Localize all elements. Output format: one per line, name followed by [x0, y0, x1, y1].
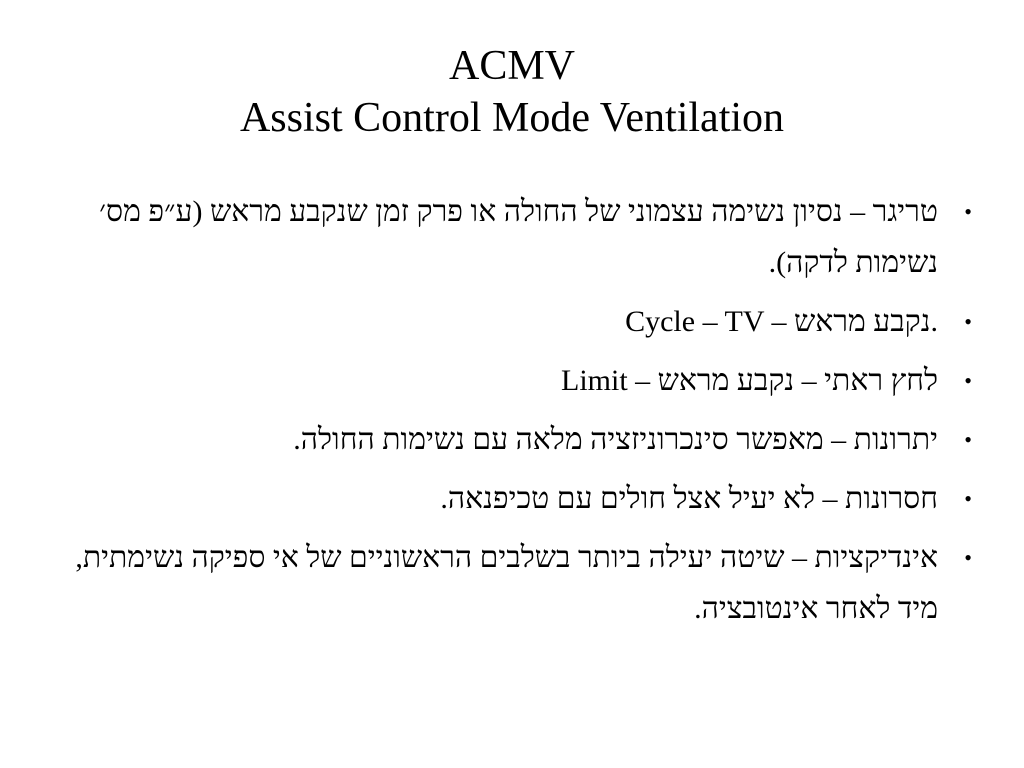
bullet-icon: •: [964, 427, 972, 452]
bullet-icon: •: [964, 545, 972, 570]
bullet-item-indications: [48, 532, 972, 634]
bullet-text: טריגר – נסיון נשימה עצמוני של החולה או פרק זמן שנקבע מראש (ע״פ מס׳ נשימות לדקה).: [99, 195, 938, 279]
bullet-list: [48, 186, 972, 642]
bullet-item-disadvantages: [48, 473, 972, 524]
bullet-icon: •: [964, 199, 972, 224]
bullet-icon: •: [964, 368, 972, 393]
slide-title: [0, 40, 1024, 144]
bullet-icon: •: [964, 486, 972, 511]
bullet-item-limit: [48, 355, 972, 406]
bullet-text: יתרונות – מאפשר סינכרוניזציה מלאה עם נשימות החולה.: [293, 423, 938, 456]
bullet-text: אינדיקציות – שיטה יעילה ביותר בשלבים הראשוניים של אי ספיקה נשימתית, מיד לאחר אינטובציה.: [75, 541, 938, 625]
bullet-item-trigger: [48, 186, 972, 288]
bullet-text: Cycle – TV – נקבע מראש.: [625, 305, 938, 338]
bullet-icon: •: [964, 309, 972, 334]
title-line-1: ACMV: [448, 43, 576, 89]
bullet-item-advantages: [48, 414, 972, 465]
bullet-item-cycle: [48, 296, 972, 347]
bullet-text: חסרונות – לא יעיל אצל חולים עם טכיפנאה.: [440, 482, 938, 515]
title-line-2: Assist Control Mode Ventilation: [239, 95, 785, 141]
bullet-text: Limit – לחץ ראתי – נקבע מראש: [561, 364, 938, 397]
